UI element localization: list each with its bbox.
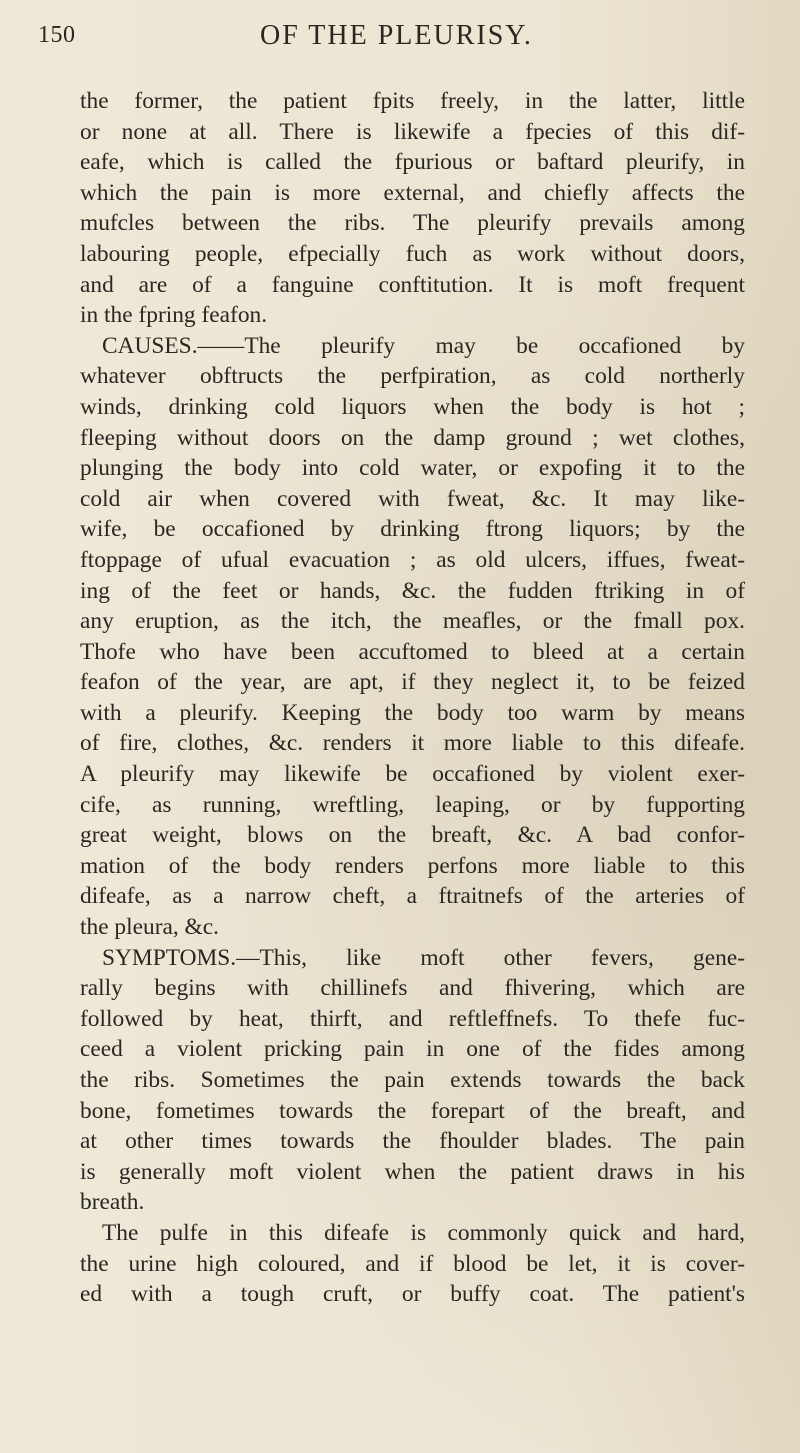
text-line: of fire, clothes, &c. renders it more liable to this difeafe. bbox=[80, 730, 745, 757]
page-number: 150 bbox=[38, 22, 76, 48]
text-line: in the fpring feafon. bbox=[80, 302, 268, 329]
text-line: the former, the patient fpits freely, in the latter, little bbox=[80, 88, 745, 114]
text-line: the urine high coloured, and if blood be let, it is cover- bbox=[80, 1250, 745, 1277]
text-line: feafon of the year, are apt, if they neglect it, to be feized bbox=[80, 669, 745, 696]
text-line: fleeping without doors on the damp ground ; wet clothes, bbox=[80, 424, 745, 451]
text-line: rally begins with chillinefs and fhivering, which are bbox=[80, 975, 745, 1002]
running-head: OF THE PLEURISY. bbox=[260, 20, 533, 51]
text-line: or none at all. There is likewife a fpecies of this dif- bbox=[80, 118, 745, 145]
text-line: which the pain is more external, and chiefly affects the bbox=[80, 179, 745, 206]
text-line: difeafe, as a narrow cheft, a ftraitnefs of the arteries of bbox=[80, 883, 745, 910]
text-line: whatever obftructs the perfpiration, as cold northerly bbox=[80, 363, 745, 390]
body-text bbox=[80, 86, 745, 1310]
section-heading-causes: CAUSES.——The pleurify may be occafioned by bbox=[102, 332, 745, 359]
text-line: winds, drinking cold liquors when the body is hot ; bbox=[80, 393, 745, 420]
text-line: breath. bbox=[80, 1189, 145, 1216]
text-line: ing of the feet or hands, &c. the fudden ftriking in of bbox=[80, 577, 745, 604]
text-line: wife, be occafioned by drinking ftrong liquors; by the bbox=[80, 516, 745, 543]
section-heading-symptoms: SYMPTOMS.—This, like moft other fevers, gene- bbox=[102, 944, 745, 971]
text-line: Thofe who have been accuftomed to bleed at a certain bbox=[80, 638, 745, 665]
text-line: any eruption, as the itch, the meafles, or the fmall pox. bbox=[80, 608, 745, 635]
text-line: plunging the body into cold water, or expofing it to the bbox=[80, 455, 745, 482]
text-line: mufcles between the ribs. The pleurify prevails among bbox=[80, 210, 745, 237]
text-line: The pulfe in this difeafe is commonly quick and hard, bbox=[102, 1219, 745, 1246]
text-line: is generally moft violent when the patient draws in his bbox=[80, 1158, 745, 1185]
text-line: and are of a fanguine conftitution. It is moft frequent bbox=[80, 271, 745, 298]
page-header bbox=[38, 18, 758, 58]
text-line: great weight, blows on the breaft, &c. A bad confor- bbox=[80, 822, 745, 849]
text-line: A pleurify may likewife be occafioned by violent exer- bbox=[80, 761, 745, 788]
text-line: followed by heat, thirft, and reftleffnefs. To thefe fuc- bbox=[80, 1005, 745, 1032]
text-line: bone, fometimes towards the forepart of the breaft, and bbox=[80, 1097, 745, 1124]
text-line: mation of the body renders perfons more liable to this bbox=[80, 852, 745, 879]
text-line: cold air when covered with fweat, &c. It may like- bbox=[80, 485, 745, 512]
text-line: with a pleurify. Keeping the body too warm by means bbox=[80, 699, 745, 726]
text-line: the ribs. Sometimes the pain extends towards the back bbox=[80, 1067, 745, 1093]
text-line: ftoppage of ufual evacuation ; as old ulcers, iffues, fweat- bbox=[80, 546, 745, 573]
text-line: the pleura, &c. bbox=[80, 914, 219, 941]
text-line: cife, as running, wreftling, leaping, or by fupporting bbox=[80, 791, 745, 818]
text-line: ceed a violent pricking pain in one of the fides among bbox=[80, 1036, 745, 1063]
text-line: ed with a tough cruft, or buffy coat. The patient's bbox=[80, 1281, 745, 1308]
text-line: labouring people, efpecially fuch as work without doors, bbox=[80, 240, 745, 267]
text-line: eafe, which is called the fpurious or baftard pleurify, in bbox=[80, 149, 745, 176]
text-line: at other times towards the fhoulder blades. The pain bbox=[80, 1128, 745, 1155]
